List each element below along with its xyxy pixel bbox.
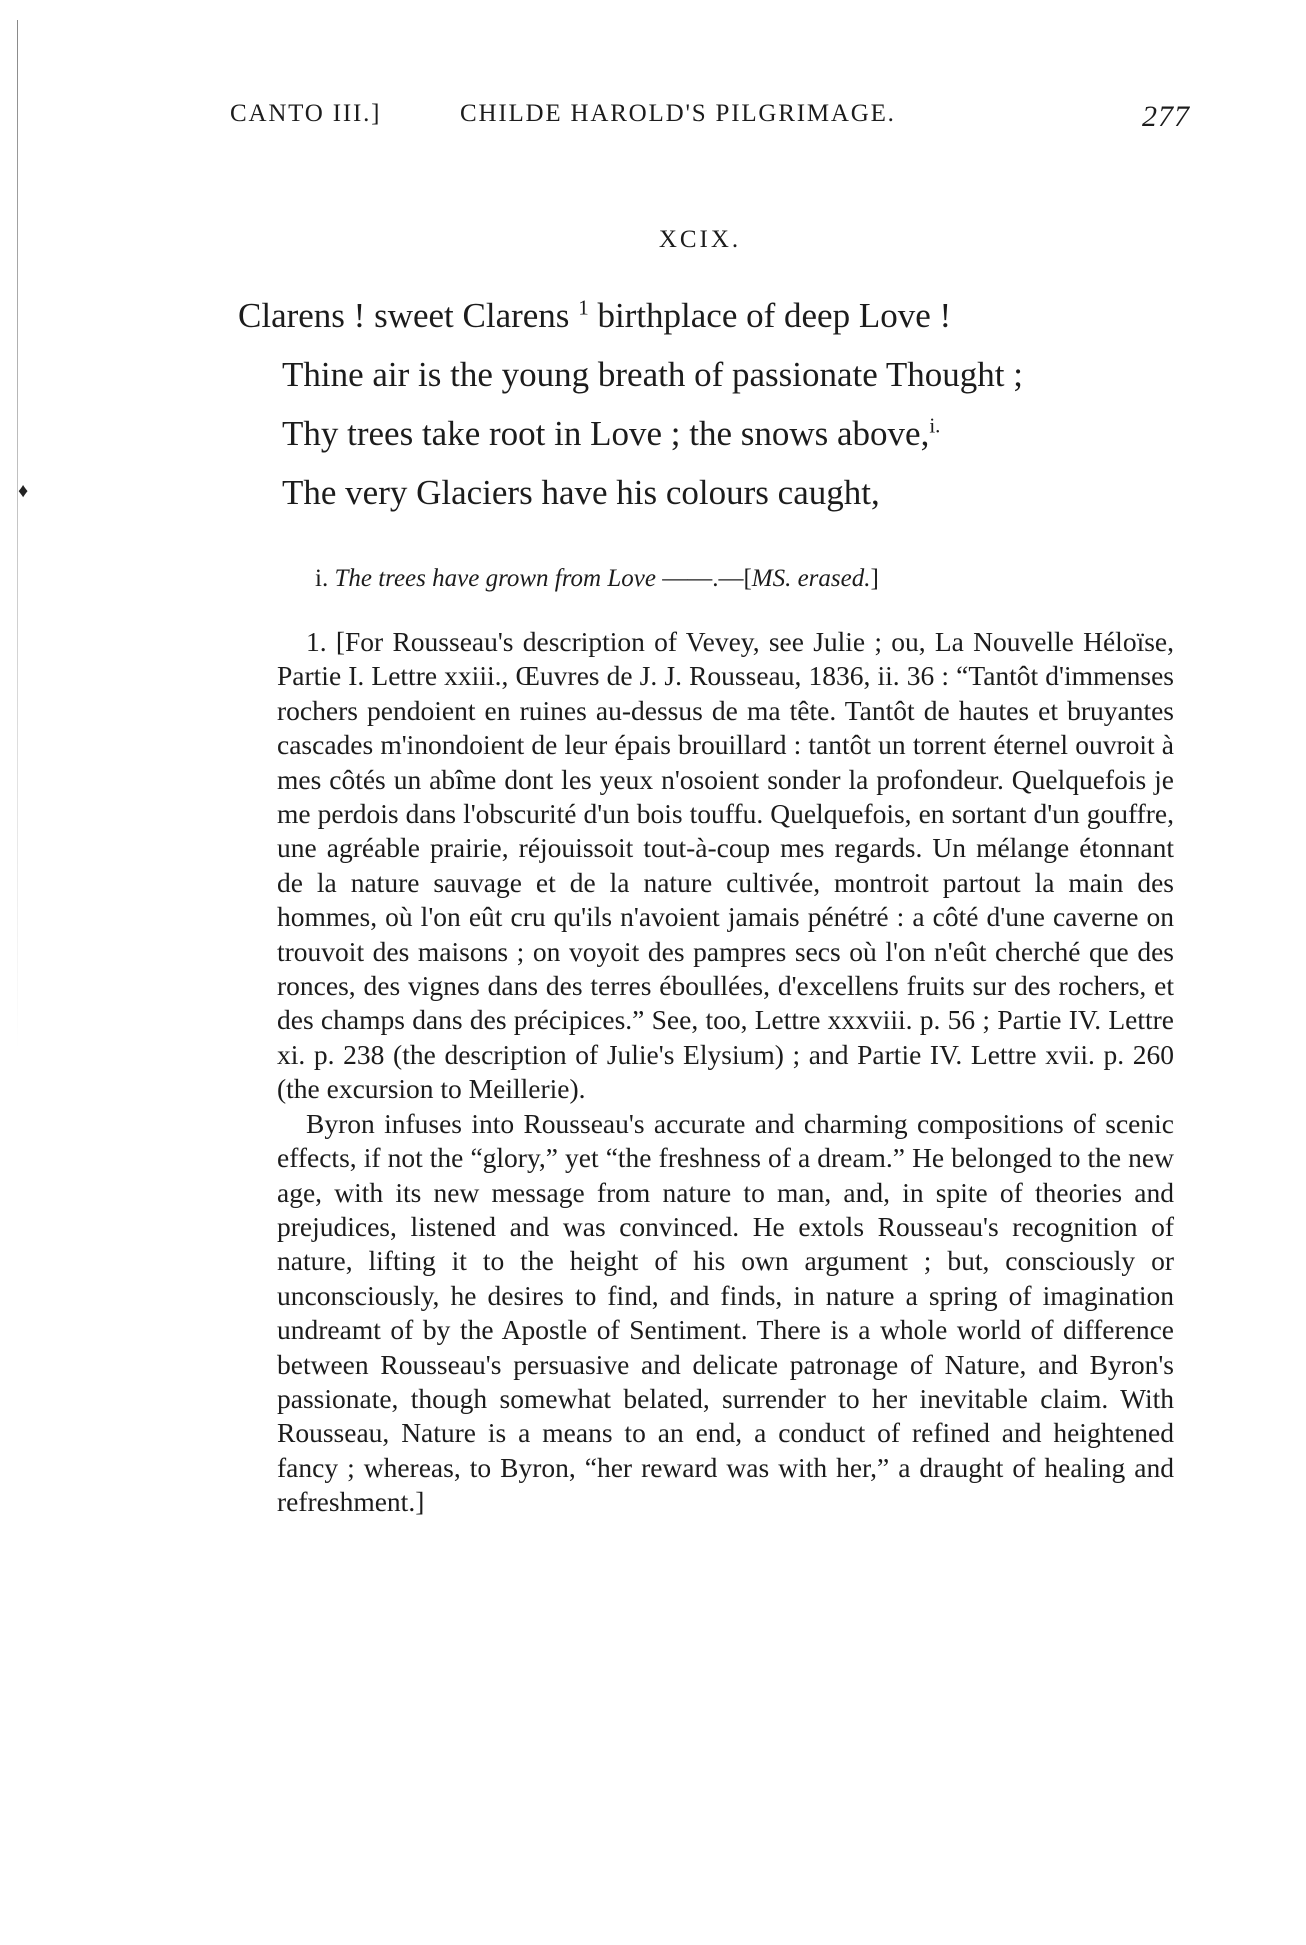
header-title: CHILDE HAROLD'S PILGRIMAGE. [460, 100, 896, 127]
page-number: 277 [1142, 100, 1190, 133]
page-gutter-edge [17, 20, 18, 1050]
footnote-paragraph-2: Byron infuses into Rousseau's accurate and charming compositions of scenic effects, if not the “glory,” yet “the freshness of a dream.” He belonged to the new age, with its new message from nature to man, and, in spite of theories and prejudices, listened and was convinced. He extols Rousseau's recognition of nature, lifting it to the height of his own argument ; but, consciously or unconsciously, he desires to find, and finds, in nature a spring of imagination undreamt of by the Apostle of Sentiment. There is a whole world of difference between Rousseau's persuasive and delicate patronage of Nature, and Byron's passionate, though somewhat belated, surrender to her inevitable claim. With Rousseau, Nature is a means to an end, a conduct of refined and heightened fancy ; whereas, to Byron, “her reward was with her,” a draught of healing and refreshment.] [277, 1107, 1174, 1518]
variant-marker[interactable]: i. [929, 413, 941, 438]
stanza-number: XCIX. [658, 226, 742, 253]
footnote-paragraph-1: 1. [For Rousseau's description of Vevey, see Julie ; ou, La Nouvelle Héloïse, Partie I. Lettre xxiii., Œuvres de J. J. Rousseau, 1836, ii. 36 : “Tantôt d'immenses rochers pendoient en ruines au-dessus de ma tête. Tantôt de hautes et bruyantes cascades m'inondoient de leur épais brouillard : tantôt un torrent éternel ouvroit à mes côtés un abîme dont les yeux n'osoient sonder la profondeur. Quelquefois je me perdois dans l'obscurité d'un bois touffu. Quelquefois, en sortant d'un gouffre, une agréable prairie, réjouissoit tout-à-coup mes regards. Un mélange étonnant de la nature sauvage et de la nature cultivée, montroit partout la main des hommes, où l'on eût cru qu'ils n'avoient jamais pénétré : a côté d'une caverne on trouvoit des maisons ; on voyoit des pampres secs où l'on n'eût cherché que des ronces, des vignes dans des terres éboullées, d'excellens fruits sur des rochers, et des champs dans des précipices.” See, too, Lettre xxxviii. p. 56 ; Partie IV. Lettre xi. p. 238 (the description of Julie's Elysium) ; and Partie IV. Lettre xvii. p. 260 (the excursion to Meillerie). [277, 626, 1174, 1105]
gutter-mark: ♦ [18, 480, 29, 502]
variant-note: i. The trees have grown from Love ——.—[MS. erased.] [315, 565, 879, 592]
verse-line-2: Thine air is the young breath of passionate Thought ; [282, 355, 1023, 394]
verse-line-1: Clarens ! sweet Clarens $^1$ birthplace of deep Love ! [238, 295, 952, 335]
verse-line-3: Thy trees take root in Love ; the snows above,$^{i.}$ [282, 413, 941, 453]
verse-stanza [238, 286, 1023, 522]
verse-line-4: The very Glaciers have his colours caught, [282, 473, 880, 512]
footnote-marker[interactable]: 1 [578, 295, 589, 320]
footnote [277, 625, 1174, 1520]
running-header [230, 100, 1190, 140]
header-canto: CANTO III.] [230, 100, 382, 127]
